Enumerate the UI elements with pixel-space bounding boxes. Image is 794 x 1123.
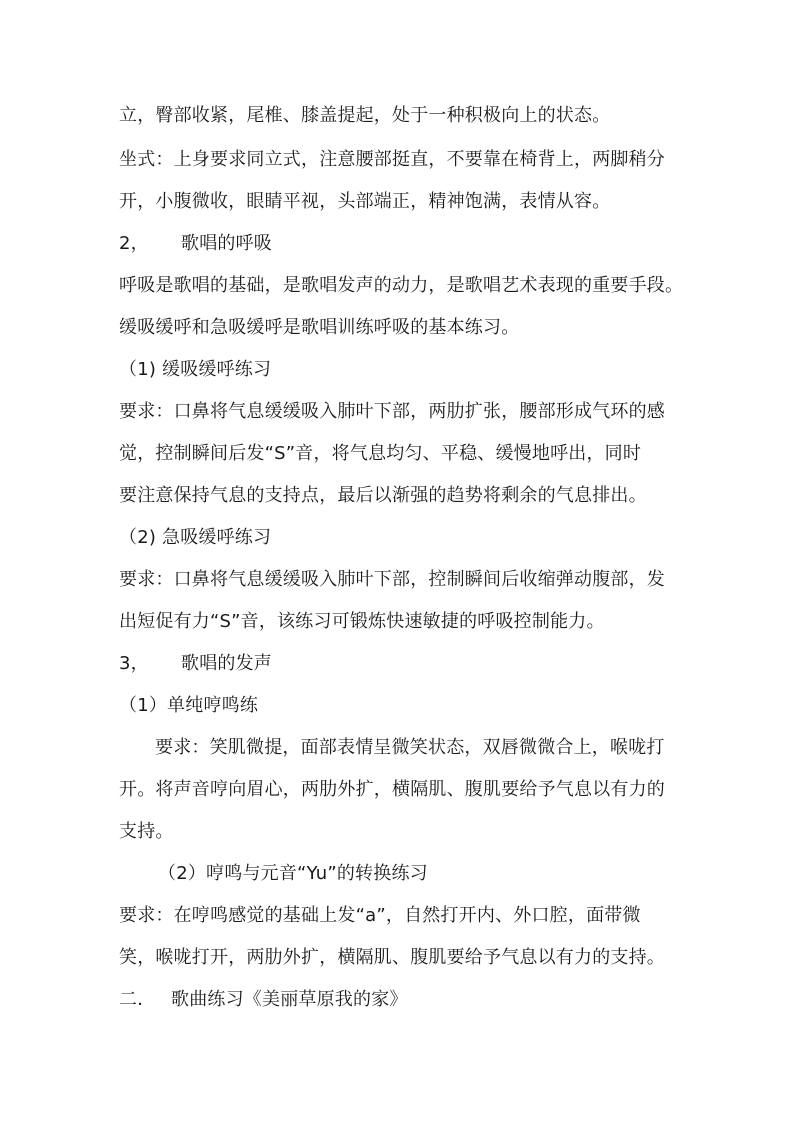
paragraph-line: 支持。 bbox=[119, 821, 174, 842]
subsection-heading: （1) 缓吸缓呼练习 bbox=[119, 359, 272, 380]
paragraph-line: 坐式：上身要求同立式，注意腰部挺直，不要靠在椅背上，两脚稍分 bbox=[119, 149, 665, 170]
section-number: 3， bbox=[119, 653, 149, 674]
paragraph-line: 立，臀部收紧，尾椎、膝盖提起，处于一种积极向上的状态。 bbox=[119, 105, 611, 126]
chapter-number: 二． bbox=[119, 989, 156, 1010]
section-number: 2， bbox=[119, 233, 149, 254]
paragraph-line: 要求：口鼻将气息缓缓吸入肺叶下部，控制瞬间后收缩弹动腹部，发 bbox=[119, 569, 665, 590]
chapter-title: 歌曲练习《美丽草原我的家》 bbox=[171, 989, 408, 1010]
subsection-heading: （2) 急吸缓呼练习 bbox=[119, 527, 272, 548]
section-title: 歌唱的发声 bbox=[181, 653, 272, 674]
section-heading bbox=[119, 232, 272, 256]
paragraph-line: 笑，喉咙打开，两肋外扩，横隔肌、腹肌要给予气息以有力的支持。 bbox=[119, 947, 665, 968]
paragraph-line: 开。将声音哼向眉心，两肋外扩，横隔肌、腹肌要给予气息以有力的 bbox=[119, 779, 665, 800]
subsection-heading: （1）单纯哼鸣练 bbox=[119, 695, 259, 716]
paragraph-line: 开，小腹微收，眼睛平视，头部端正，精神饱满，表情从容。 bbox=[119, 191, 611, 212]
paragraph-line: 要注意保持气息的支持点，最后以渐强的趋势将剩余的气息排出。 bbox=[119, 485, 647, 506]
paragraph-line: 要求：口鼻将气息缓缓吸入肺叶下部，两肋扩张，腰部形成气环的感 bbox=[119, 401, 665, 422]
paragraph-line: 要求：在哼鸣感觉的基础上发“a”，自然打开内、外口腔，面带微 bbox=[119, 905, 641, 926]
chapter-heading bbox=[119, 988, 408, 1012]
paragraph-line: 出短促有力“S”音，该练习可锻炼快速敏捷的呼吸控制能力。 bbox=[119, 611, 605, 632]
paragraph-line: 呼吸是歌唱的基础，是歌唱发声的动力，是歌唱艺术表现的重要手段。 bbox=[119, 275, 684, 296]
section-heading bbox=[119, 652, 272, 676]
paragraph-line: 缓吸缓呼和急吸缓呼是歌唱训练呼吸的基本练习。 bbox=[119, 317, 520, 338]
section-title: 歌唱的呼吸 bbox=[181, 233, 272, 254]
paragraph-line: 要求：笑肌微提，面部表情呈微笑状态，双唇微微合上，喉咙打 bbox=[155, 737, 665, 758]
paragraph-line: 觉，控制瞬间后发“S”音，将气息均匀、平稳、缓慢地呼出，同时 bbox=[119, 443, 642, 464]
subsection-heading: （2）哼鸣与元音“Yu”的转换练习 bbox=[158, 863, 428, 884]
